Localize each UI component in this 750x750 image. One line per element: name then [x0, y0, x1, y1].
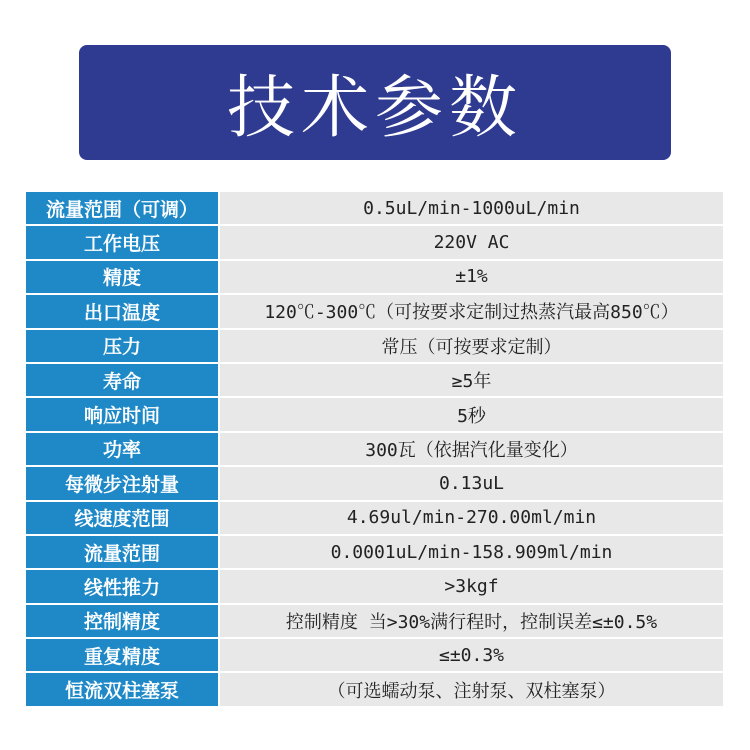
- row-value: ±1%: [220, 261, 723, 293]
- row-label: 线性推力: [26, 570, 218, 602]
- row-label: 寿命: [26, 364, 218, 396]
- row-value: ≤±0.3%: [220, 639, 723, 671]
- row-value: 控制精度 当>30%满行程时，控制误差≤±0.5%: [220, 605, 723, 637]
- row-value: 120℃-300℃（可按要求定制过热蒸汽最高850℃）: [220, 295, 723, 327]
- row-label: 精度: [26, 261, 218, 293]
- row-label: 压力: [26, 330, 218, 362]
- row-label: 功率: [26, 433, 218, 465]
- table-row: [26, 261, 723, 293]
- table-row: [26, 605, 723, 637]
- table-row: [26, 192, 723, 224]
- row-label: 流量范围: [26, 536, 218, 568]
- table-row: [26, 536, 723, 568]
- row-value: >3kgf: [220, 570, 723, 602]
- table-row: [26, 364, 723, 396]
- row-label: 线速度范围: [26, 502, 218, 534]
- row-value: 常压（可按要求定制）: [220, 330, 723, 362]
- row-value: 5秒: [220, 398, 723, 430]
- row-value: 0.13uL: [220, 467, 723, 499]
- table-row: [26, 673, 723, 705]
- table-row: [26, 639, 723, 671]
- row-value: ≥5年: [220, 364, 723, 396]
- table-row: [26, 570, 723, 602]
- row-value: （可选蠕动泵、注射泵、双柱塞泵）: [220, 673, 723, 705]
- table-row: [26, 398, 723, 430]
- row-label: 控制精度: [26, 605, 218, 637]
- page-title: 技术参数: [226, 69, 523, 148]
- spec-table: [26, 192, 723, 706]
- table-row: [26, 295, 723, 327]
- title-banner: [79, 45, 671, 160]
- row-value: 0.0001uL/min-158.909ml/min: [220, 536, 723, 568]
- row-value: 0.5uL/min-1000uL/min: [220, 192, 723, 224]
- table-row: [26, 467, 723, 499]
- row-value: 4.69ul/min-270.00ml/min: [220, 502, 723, 534]
- table-row: [26, 433, 723, 465]
- row-label: 流量范围（可调）: [26, 192, 218, 224]
- row-label: 重复精度: [26, 639, 218, 671]
- table-row: [26, 330, 723, 362]
- row-label: 恒流双柱塞泵: [26, 673, 218, 705]
- row-label: 响应时间: [26, 398, 218, 430]
- row-label: 每微步注射量: [26, 467, 218, 499]
- table-row: [26, 226, 723, 258]
- row-label: 出口温度: [26, 295, 218, 327]
- row-label: 工作电压: [26, 226, 218, 258]
- row-value: 220V AC: [220, 226, 723, 258]
- table-row: [26, 502, 723, 534]
- row-value: 300瓦（依据汽化量变化）: [220, 433, 723, 465]
